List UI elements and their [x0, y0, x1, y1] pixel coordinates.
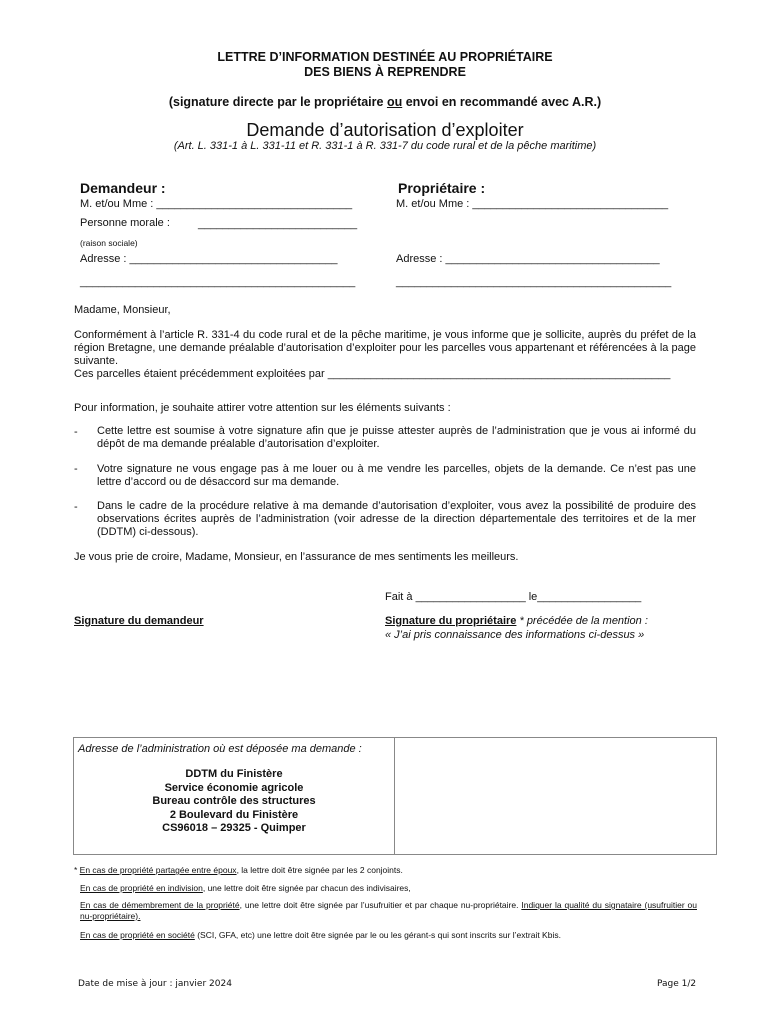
- signature-demandeur-label: Signature du demandeur: [74, 615, 204, 627]
- fait-a-field[interactable]: Fait à __________________ le_________________: [385, 591, 642, 603]
- footnote-1: * En cas de propriété partagée entre époux, la lettre doit être signée par les 2 conjoints.: [74, 865, 403, 875]
- address-line: DDTM du Finistère: [185, 768, 283, 780]
- title-line-2: DES BIENS À REPRENDRE: [304, 65, 466, 79]
- personne-morale-label: Personne morale :: [80, 217, 170, 229]
- signature-proprietaire-mention: « J’ai pris connaissance des informations ci-dessus »: [385, 629, 645, 641]
- parcelles-exploitees-field[interactable]: Ces parcelles étaient précédemment exploitées par ________________________________________________________: [74, 368, 671, 380]
- footer-date: Date de mise à jour : janvier 2024: [78, 979, 232, 989]
- address-block: [74, 768, 394, 836]
- bullet-item-3: Dans le cadre de la procédure relative à ma demande d’autorisation d’exploiter, vous avez la possibilité de produire des observations écrites auprès de l’administration (voir adresse de la direction départementale des territoires et de la mer (DDTM) ci-dessous).: [97, 500, 696, 538]
- address-line: 2 Boulevard du Finistère: [169, 808, 299, 821]
- bullet-item-2: Votre signature ne vous engage pas à me louer ou à me vendre les parcelles, objets de la demande. Ce n’est pas une lettre d’accord ou de désaccord sur ma demande.: [97, 463, 696, 488]
- address-line: Service économie agricole: [164, 781, 304, 794]
- page-number: Page 1/2: [657, 979, 697, 989]
- proprietaire-adresse-field[interactable]: Adresse : ___________________________________: [396, 253, 660, 265]
- bullet-item-1: Cette lettre est soumise à votre signature afin que je puisse attester auprès de l’administration que je vous ai informé du dépôt de ma demande préalable d’autorisation d’exploiter.: [97, 425, 696, 450]
- bullet-marker: -: [74, 426, 78, 438]
- footnote-3: En cas de démembrement de la propriété, une lettre doit être signée par l’usufruitier et par chaque nu-propriétaire. Indiquer la qualité du signataire (usufruitier ou nu-propriétaire).: [80, 900, 697, 921]
- bullet-marker: -: [74, 463, 78, 475]
- demandeur-name-field[interactable]: M. et/ou Mme : ________________________________: [80, 198, 353, 210]
- address-box-label: Adresse de l’administration où est déposée ma demande :: [78, 743, 362, 755]
- address-box: [73, 737, 395, 855]
- address-line: CS96018 – 29325 - Quimper: [162, 822, 306, 834]
- signature-proprietaire-label: Signature du propriétaire * précédée de la mention :: [385, 615, 648, 627]
- paragraph-1: Conformément à l’article R. 331-4 du code rural et de la pêche maritime, je vous informe que je sollicite, auprès du préfet de la région Bretagne, une demande préalable d’autorisation d’exploiter pour les parcelles vous appartenant et référencées à la page suivante.: [74, 329, 696, 367]
- subtitle: (signature directe par le propriétaire ou envoi en recommandé avec A.R.): [168, 95, 602, 109]
- signature-box[interactable]: [394, 737, 717, 855]
- salutation: Madame, Monsieur,: [74, 304, 171, 316]
- footnote-4: En cas de propriété en société (SCI, GFA, etc) une lettre doit être signée par le ou les gérant-s qui sont inscrits sur l’extrait Kbis.: [80, 930, 561, 940]
- demandeur-adresse-field[interactable]: Adresse : __________________________________: [80, 253, 338, 265]
- demandeur-heading: Demandeur :: [80, 180, 166, 196]
- title-line-1: LETTRE D’INFORMATION DESTINÉE AU PROPRIÉTAIRE: [217, 50, 553, 64]
- proprietaire-adresse-line-2[interactable]: _____________________________________________: [396, 276, 672, 288]
- proprietaire-heading: Propriétaire :: [398, 180, 486, 196]
- closing: Je vous prie de croire, Madame, Monsieur, en l’assurance de mes sentiments les meilleurs.: [74, 551, 519, 563]
- footnote-2: En cas de propriété en indivision, une lettre doit être signée par chacun des indivisaires,: [80, 883, 411, 893]
- doc-title: Demande d’autorisation d’exploiter: [246, 120, 524, 140]
- personne-morale-field[interactable]: __________________________: [198, 218, 358, 230]
- doc-reference: (Art. L. 331-1 à L. 331-11 et R. 331-1 à R. 331-7 du code rural et de la pêche maritime): [173, 140, 597, 152]
- proprietaire-name-field[interactable]: M. et/ou Mme : ________________________________: [396, 198, 669, 210]
- demandeur-adresse-line-2[interactable]: _____________________________________________: [80, 276, 356, 288]
- paragraph-2: Pour information, je souhaite attirer votre attention sur les éléments suivants :: [74, 402, 451, 414]
- raison-sociale-label: (raison sociale): [80, 238, 138, 248]
- address-line: Bureau contrôle des structures: [152, 795, 316, 807]
- bullet-marker: -: [74, 501, 78, 513]
